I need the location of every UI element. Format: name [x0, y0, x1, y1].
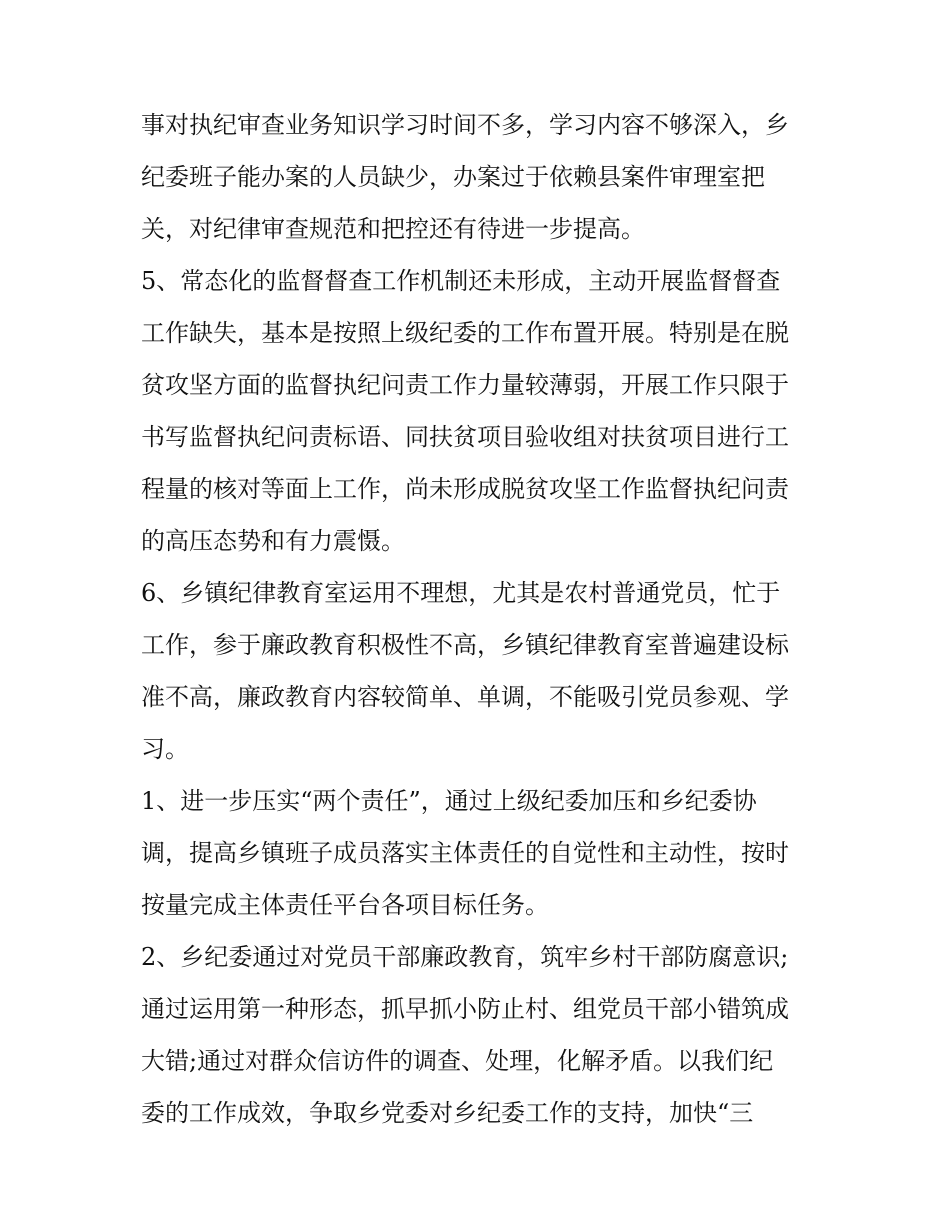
text-line: 工作缺失，基本是按照上级纪委的工作布置开展。特别是在脱: [141, 319, 789, 347]
text-line: 习。: [141, 735, 189, 763]
text-line: 纪委班子能办案的人员缺少，办案过于依赖县案件审理室把: [141, 163, 765, 191]
text-line: 工作，参于廉政教育积极性不高，乡镇纪律教育室普遍建设标: [141, 631, 789, 659]
text-line: 准不高，廉政教育内容较简单、单调，不能吸引党员参观、学: [141, 683, 789, 711]
text-line: 书写监督执纪问责标语、同扶贫项目验收组对扶贫项目进行工: [141, 423, 789, 451]
text-line: 事对执纪审查业务知识学习时间不多，学习内容不够深入，乡: [141, 111, 789, 139]
text-line: 1、进一步压实“两个责任”，通过上级纪委加压和乡纪委协: [141, 787, 757, 815]
text-line: 委的工作成效，争取乡党委对乡纪委工作的支持，加快“三: [141, 1099, 754, 1127]
text-line: 大错;通过对群众信访件的调查、处理，化解矛盾。以我们纪: [141, 1047, 774, 1075]
text-line: 按量完成主体责任平台各项目标任务。: [141, 891, 549, 919]
text-line: 关，对纪律审查规范和把控还有待进一步提高。: [141, 215, 645, 243]
text-line: 通过运用第一种形态，抓早抓小防止村、组党员干部小错筑成: [141, 995, 789, 1023]
text-line: 程量的核对等面上工作，尚未形成脱贫攻坚工作监督执纪问责: [141, 475, 789, 503]
text-line: 5、常态化的监督督查工作机制还未形成，主动开展监督督查: [141, 267, 781, 295]
text-line: 的高压态势和有力震慑。: [141, 527, 405, 555]
text-line: 调，提高乡镇班子成员落实主体责任的自觉性和主动性，按时: [141, 839, 789, 867]
text-line: 6、乡镇纪律教育室运用不理想，尤其是农村普通党员，忙于: [141, 579, 781, 607]
text-line: 贫攻坚方面的监督执纪问责工作力量较薄弱，开展工作只限于: [141, 371, 789, 399]
text-line: 2、乡纪委通过对党员干部廉政教育，筑牢乡村干部防腐意识;: [141, 943, 789, 971]
